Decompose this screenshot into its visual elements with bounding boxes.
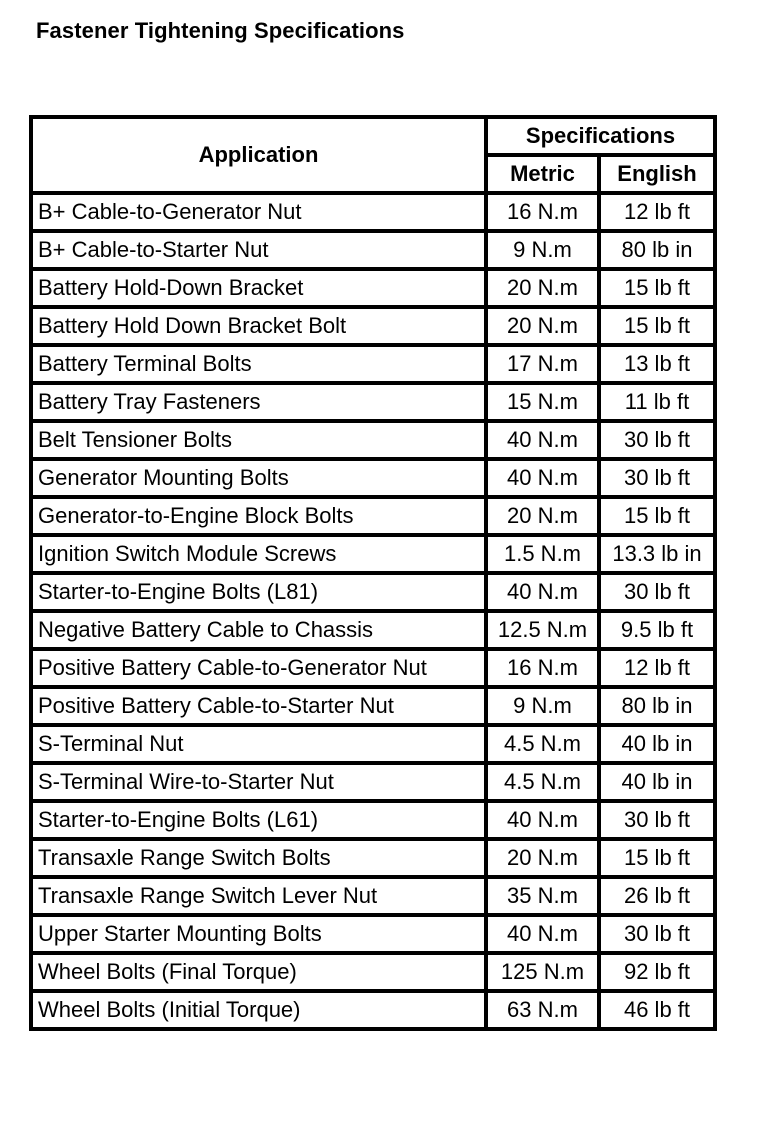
- cell-metric: 40 N.m: [486, 573, 599, 611]
- cell-application: B+ Cable-to-Generator Nut: [31, 193, 486, 231]
- cell-application: Positive Battery Cable-to-Starter Nut: [31, 687, 486, 725]
- cell-english: 40 lb in: [599, 763, 715, 801]
- table-row: [31, 459, 715, 497]
- cell-metric: 35 N.m: [486, 877, 599, 915]
- header-specifications: Specifications: [486, 117, 715, 155]
- header-application: Application: [31, 117, 486, 193]
- cell-application: Battery Hold Down Bracket Bolt: [31, 307, 486, 345]
- table-row: [31, 345, 715, 383]
- cell-application: Battery Hold-Down Bracket: [31, 269, 486, 307]
- cell-application: Ignition Switch Module Screws: [31, 535, 486, 573]
- cell-metric: 20 N.m: [486, 497, 599, 535]
- table-row: [31, 535, 715, 573]
- table-row: [31, 649, 715, 687]
- cell-metric: 20 N.m: [486, 839, 599, 877]
- cell-application: Battery Tray Fasteners: [31, 383, 486, 421]
- cell-application: Generator Mounting Bolts: [31, 459, 486, 497]
- cell-english: 12 lb ft: [599, 193, 715, 231]
- cell-application: Transaxle Range Switch Bolts: [31, 839, 486, 877]
- table-row: [31, 573, 715, 611]
- cell-english: 13 lb ft: [599, 345, 715, 383]
- header-metric: Metric: [486, 155, 599, 193]
- cell-application: S-Terminal Wire-to-Starter Nut: [31, 763, 486, 801]
- cell-application: Starter-to-Engine Bolts (L61): [31, 801, 486, 839]
- table-row: [31, 725, 715, 763]
- cell-metric: 1.5 N.m: [486, 535, 599, 573]
- table-row: [31, 953, 715, 991]
- cell-metric: 17 N.m: [486, 345, 599, 383]
- table-row: [31, 497, 715, 535]
- cell-application: Upper Starter Mounting Bolts: [31, 915, 486, 953]
- cell-english: 11 lb ft: [599, 383, 715, 421]
- cell-metric: 40 N.m: [486, 421, 599, 459]
- table-row: [31, 801, 715, 839]
- cell-english: 9.5 lb ft: [599, 611, 715, 649]
- cell-metric: 20 N.m: [486, 269, 599, 307]
- table-row: [31, 991, 715, 1029]
- cell-application: Generator-to-Engine Block Bolts: [31, 497, 486, 535]
- cell-metric: 15 N.m: [486, 383, 599, 421]
- cell-application: Positive Battery Cable-to-Generator Nut: [31, 649, 486, 687]
- cell-metric: 16 N.m: [486, 193, 599, 231]
- cell-english: 46 lb ft: [599, 991, 715, 1029]
- cell-english: 12 lb ft: [599, 649, 715, 687]
- table-body: [31, 193, 715, 1029]
- cell-english: 80 lb in: [599, 231, 715, 269]
- cell-english: 30 lb ft: [599, 459, 715, 497]
- cell-english: 15 lb ft: [599, 839, 715, 877]
- table-row: [31, 877, 715, 915]
- table-row: [31, 193, 715, 231]
- table-header: [31, 117, 715, 193]
- cell-metric: 63 N.m: [486, 991, 599, 1029]
- table-row: [31, 763, 715, 801]
- table-row: [31, 231, 715, 269]
- cell-english: 92 lb ft: [599, 953, 715, 991]
- page-title: Fastener Tightening Specifications: [36, 18, 405, 43]
- cell-metric: 40 N.m: [486, 459, 599, 497]
- cell-metric: 40 N.m: [486, 915, 599, 953]
- table-row: [31, 383, 715, 421]
- cell-application: Starter-to-Engine Bolts (L81): [31, 573, 486, 611]
- table-row: [31, 687, 715, 725]
- cell-application: Negative Battery Cable to Chassis: [31, 611, 486, 649]
- cell-english: 26 lb ft: [599, 877, 715, 915]
- cell-application: Battery Terminal Bolts: [31, 345, 486, 383]
- cell-english: 15 lb ft: [599, 497, 715, 535]
- cell-application: Wheel Bolts (Final Torque): [31, 953, 486, 991]
- cell-english: 30 lb ft: [599, 421, 715, 459]
- cell-metric: 12.5 N.m: [486, 611, 599, 649]
- cell-application: Belt Tensioner Bolts: [31, 421, 486, 459]
- cell-english: 30 lb ft: [599, 801, 715, 839]
- cell-application: S-Terminal Nut: [31, 725, 486, 763]
- cell-metric: 4.5 N.m: [486, 763, 599, 801]
- cell-english: 30 lb ft: [599, 573, 715, 611]
- table-row: [31, 611, 715, 649]
- cell-english: 13.3 lb in: [599, 535, 715, 573]
- cell-application: Wheel Bolts (Initial Torque): [31, 991, 486, 1029]
- table-row: [31, 421, 715, 459]
- cell-metric: 4.5 N.m: [486, 725, 599, 763]
- cell-english: 40 lb in: [599, 725, 715, 763]
- cell-metric: 40 N.m: [486, 801, 599, 839]
- cell-metric: 9 N.m: [486, 687, 599, 725]
- cell-metric: 16 N.m: [486, 649, 599, 687]
- table-row: [31, 269, 715, 307]
- cell-english: 15 lb ft: [599, 307, 715, 345]
- cell-application: B+ Cable-to-Starter Nut: [31, 231, 486, 269]
- cell-english: 80 lb in: [599, 687, 715, 725]
- header-english: English: [599, 155, 715, 193]
- specifications-table: [29, 115, 717, 1031]
- table-row: [31, 915, 715, 953]
- cell-english: 15 lb ft: [599, 269, 715, 307]
- cell-application: Transaxle Range Switch Lever Nut: [31, 877, 486, 915]
- table-row: [31, 839, 715, 877]
- cell-metric: 9 N.m: [486, 231, 599, 269]
- table-row: [31, 307, 715, 345]
- cell-metric: 20 N.m: [486, 307, 599, 345]
- cell-english: 30 lb ft: [599, 915, 715, 953]
- cell-metric: 125 N.m: [486, 953, 599, 991]
